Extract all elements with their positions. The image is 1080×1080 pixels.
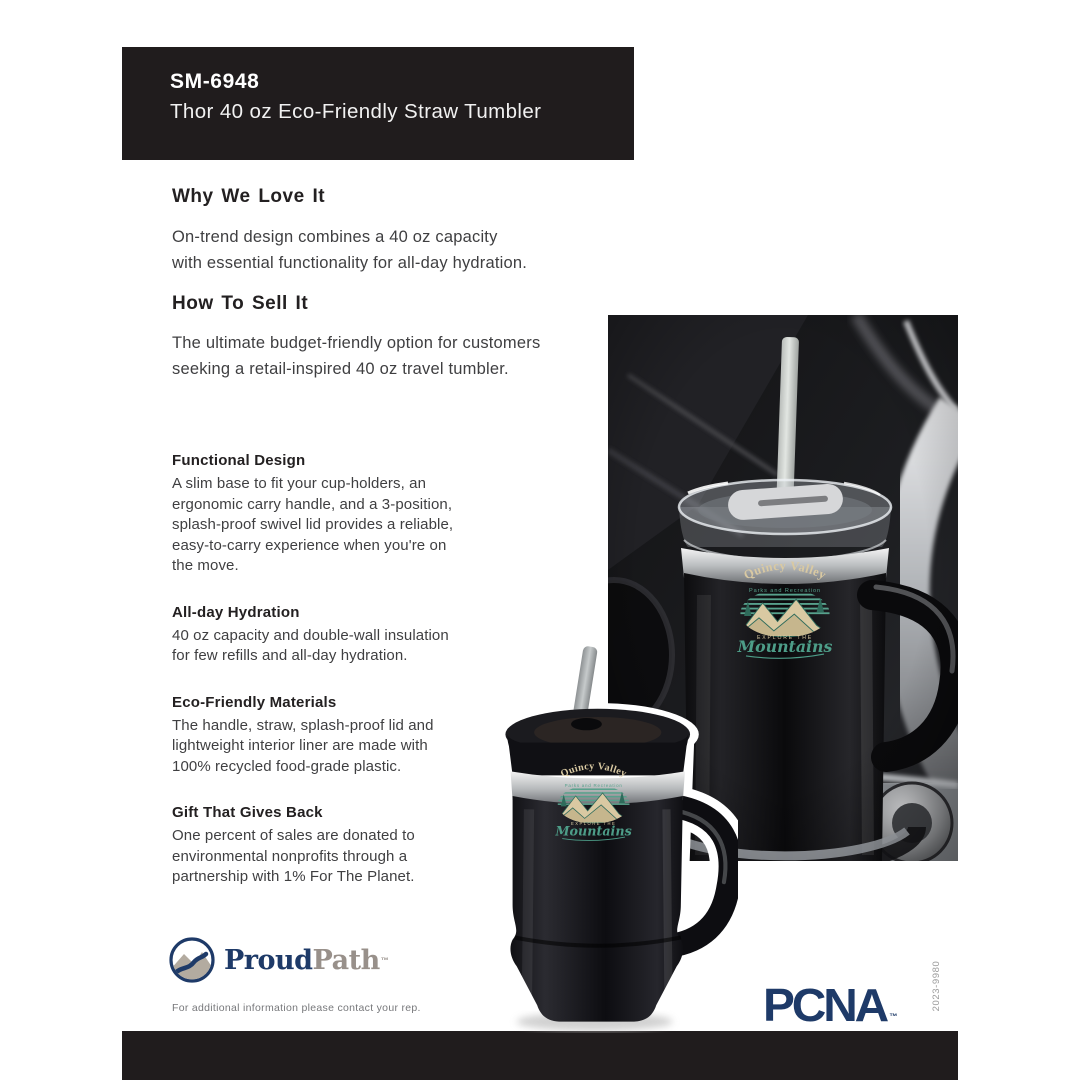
proudpath-logo [168, 936, 388, 984]
proudpath-text-secondary: Path [312, 944, 380, 976]
pcna-logo [763, 978, 898, 1032]
trademark-symbol: ™ [380, 955, 389, 965]
contact-note: For additional information please contact your rep. [172, 1002, 421, 1014]
feature-all-day-hydration [172, 602, 470, 667]
trademark-symbol: ™ [889, 1012, 898, 1021]
how-to-sell-it-body [172, 330, 540, 382]
how-to-sell-it-heading: How To Sell It [172, 293, 309, 314]
tumbler-product-image [478, 640, 738, 1035]
doc-code: 2023-9980 [931, 960, 942, 1012]
why-we-love-it-heading: Why We Love It [172, 186, 326, 207]
feature-title: Gift That Gives Back [172, 804, 323, 821]
feature-eco-friendly-materials [172, 692, 470, 778]
feature-title: Eco-Friendly Materials [172, 693, 337, 711]
product-sku: SM-6948 [170, 70, 260, 93]
feature-body: 40 oz capacity and double-wall insulation for few refills and all-day hydration. [172, 626, 449, 664]
proudpath-mountain-icon [168, 936, 216, 984]
footer-bar [122, 1031, 958, 1080]
feature-functional-design [172, 450, 470, 577]
feature-title: Functional Design [172, 452, 306, 469]
why-line-1: On-trend design combines a 40 oz capacity [172, 228, 498, 246]
proudpath-text-primary: Proud [224, 944, 313, 976]
how-line-1: The ultimate budget-friendly option for customers [172, 334, 541, 352]
feature-body: The handle, straw, splash-proof lid and lightweight interior liner are made with 100% recycled food-grade plastic. [172, 716, 434, 775]
why-line-2: with essential functionality for all-day hydration. [172, 254, 528, 272]
feature-title: All-day Hydration [172, 603, 300, 621]
header-bar [122, 47, 634, 160]
why-we-love-it-body [172, 224, 527, 276]
feature-list [172, 450, 470, 913]
feature-gift-that-gives-back [172, 802, 470, 888]
product-name: Thor 40 oz Eco-Friendly Straw Tumbler [170, 100, 542, 123]
pcna-wordmark: PCNA [763, 979, 887, 1031]
how-line-2: seeking a retail-inspired 40 oz travel tumbler. [172, 360, 509, 378]
feature-body: One percent of sales are donated to environmental nonprofits through a partnership with 1% For The Planet. [172, 827, 415, 885]
feature-body: A slim base to fit your cup-holders, an ergonomic carry handle, and a 3-position, splash-proof swivel lid provides a reliable, easy-to-carry experience when you're on the move. [172, 475, 454, 574]
